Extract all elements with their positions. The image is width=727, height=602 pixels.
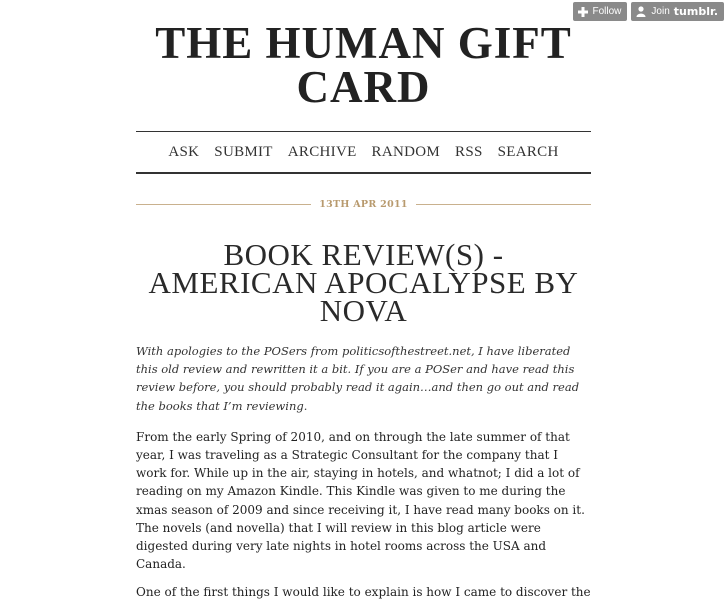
tumblr-logo: tumblr. xyxy=(673,5,718,18)
nav-archive[interactable]: ARCHIVE xyxy=(287,143,357,160)
date-rule-right xyxy=(416,204,591,205)
post-title[interactable]: BOOK REVIEW(S) - AMERICAN APOCALYPSE BY NOVA xyxy=(148,237,579,328)
date-rule-left xyxy=(136,204,311,205)
nav-ask[interactable]: ASK xyxy=(168,143,200,160)
post-date-row xyxy=(136,199,591,210)
main-nav xyxy=(136,132,591,172)
join-tumblr-button[interactable] xyxy=(631,2,724,21)
post-paragraph: One of the first things I would like to explain is how I came to discover the xyxy=(136,585,591,600)
user-icon xyxy=(635,6,647,18)
blog-title[interactable]: THE HUMAN GIFT CARD xyxy=(155,18,572,112)
post-paragraph: From the early Spring of 2010, and on through the late summer of that year, I was traveling as a Strategic Consultant for the company that I work for. While up in the air, staying in hotels, and whatnot; I did a lot of reading on my Amazon Kindle. This Kindle was given to me during the xmas season of 2009 and since receiving it, I have read many books on it. The novels (and novella) that I will review in this blog article were digested during very late nights in hotel rooms across the USA and Canada. xyxy=(136,429,585,572)
nav-submit[interactable]: SUBMIT xyxy=(214,143,273,160)
nav-search[interactable]: SEARCH xyxy=(497,143,559,160)
post-date[interactable]: 13TH APR 2011 xyxy=(319,199,408,210)
join-label: Join xyxy=(651,6,670,17)
nav-bottom-rule xyxy=(136,172,591,174)
nav-rss[interactable]: RSS xyxy=(455,143,483,160)
blog-container xyxy=(136,0,591,602)
nav-random[interactable]: RANDOM xyxy=(371,143,441,160)
follow-label: Follow xyxy=(592,6,622,17)
post-intro: With apologies to the POSers from politicsofthestreet.net, I have liberated this old review and rewritten it a bit. If you are a POSer and have read this review before, you should probably read it again…and then go out and read the books that I’m reviewing. xyxy=(136,344,580,413)
tumblr-controls xyxy=(573,2,725,21)
